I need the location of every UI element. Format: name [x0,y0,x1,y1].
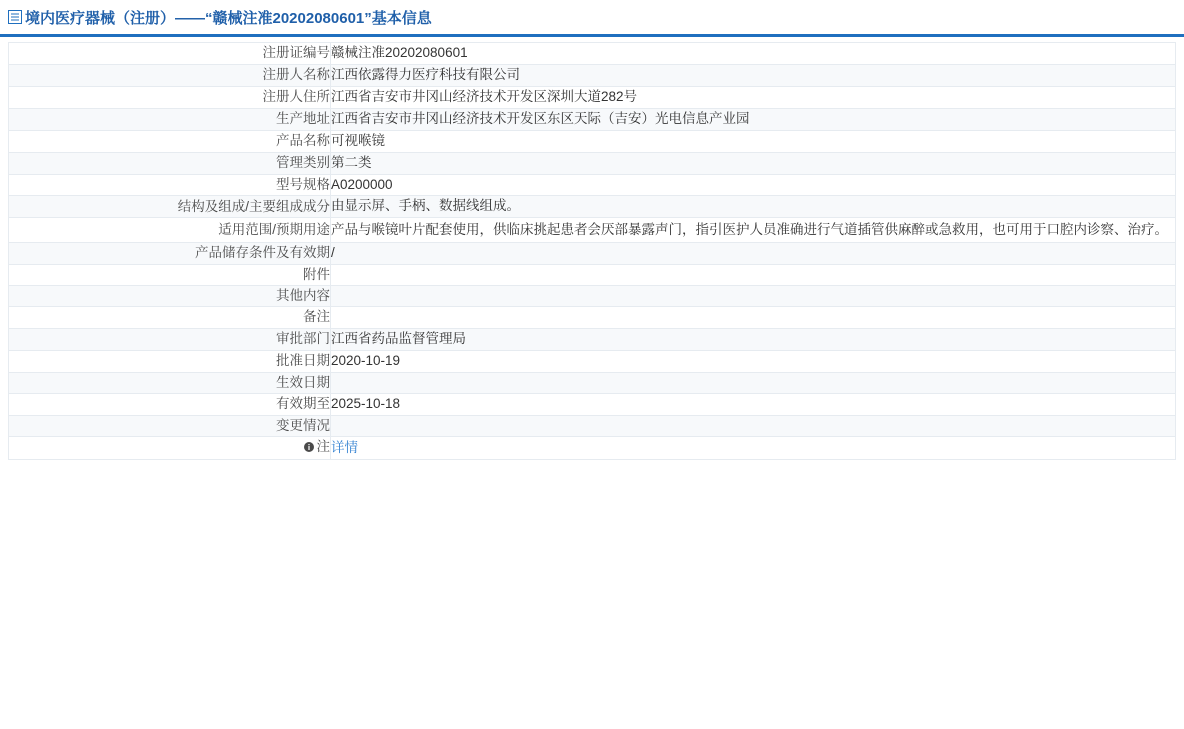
table-row [9,372,1176,393]
row-value [331,286,1176,307]
header-divider [0,34,1184,37]
row-label: 备注 [9,307,331,328]
table-row [9,393,1176,415]
row-value: 江西省吉安市井冈山经济技术开发区深圳大道282号 [331,86,1176,108]
row-label: 变更情况 [9,415,331,436]
row-label: 审批部门 [9,328,331,350]
document-list-icon [8,10,22,24]
row-value: 江西依露得力医疗科技有限公司 [331,64,1176,86]
row-value [331,372,1176,393]
table-row [9,130,1176,152]
table-row [9,43,1176,65]
table-row [9,152,1176,174]
row-value [331,415,1176,436]
table-row [9,64,1176,86]
table-row [9,264,1176,285]
table-row [9,350,1176,372]
note-label-text: 注 [316,438,330,454]
row-label-note [9,436,331,459]
row-value: 产品与喉镜叶片配套使用，供临床挑起患者会厌部暴露声门，指引医护人员准确进行气道插管供麻醉或急救用，也可用于口腔内诊察、治疗。 [331,218,1176,243]
row-label: 其他内容 [9,286,331,307]
table-row-note [9,436,1176,459]
row-value: 2025-10-18 [331,393,1176,415]
table-row [9,415,1176,436]
row-value: 江西省吉安市井冈山经济技术开发区东区天际（吉安）光电信息产业园 [331,108,1176,130]
row-value: 江西省药品监督管理局 [331,328,1176,350]
table-row [9,328,1176,350]
row-value: 可视喉镜 [331,130,1176,152]
row-label: 注册证编号 [9,43,331,65]
row-label: 生效日期 [9,372,331,393]
row-label: 产品储存条件及有效期 [9,243,331,265]
page-title: 境内医疗器械（注册）——“赣械注准20202080601”基本信息 [25,9,432,27]
row-value-note [331,436,1176,459]
table-body [9,43,1176,460]
row-value: 2020-10-19 [331,350,1176,372]
table-row [9,218,1176,243]
row-value [331,264,1176,285]
row-label: 产品名称 [9,130,331,152]
registration-info-table [8,42,1176,460]
table-row [9,243,1176,265]
row-value: / [331,243,1176,265]
table-row [9,196,1176,218]
row-label: 结构及组成/主要组成成分 [9,196,331,218]
row-label: 注册人名称 [9,64,331,86]
row-label: 生产地址 [9,108,331,130]
row-label: 注册人住所 [9,86,331,108]
row-label: 有效期至 [9,393,331,415]
row-value: 第二类 [331,152,1176,174]
table-row [9,174,1176,196]
row-value [331,307,1176,328]
note-label-wrapper [303,437,331,457]
table-row [9,286,1176,307]
table-row [9,108,1176,130]
row-label: 附件 [9,264,331,285]
page-header [0,0,1184,34]
row-value: 赣械注准20202080601 [331,43,1176,65]
detail-link[interactable]: 详情 [331,439,358,455]
info-circle-icon [303,441,315,453]
table-row [9,307,1176,328]
row-label: 管理类别 [9,152,331,174]
row-label: 型号规格 [9,174,331,196]
table-row [9,86,1176,108]
row-label: 批准日期 [9,350,331,372]
row-label: 适用范围/预期用途 [9,218,331,243]
row-value: A0200000 [331,174,1176,196]
row-value: 由显示屏、手柄、数据线组成。 [331,196,1176,218]
